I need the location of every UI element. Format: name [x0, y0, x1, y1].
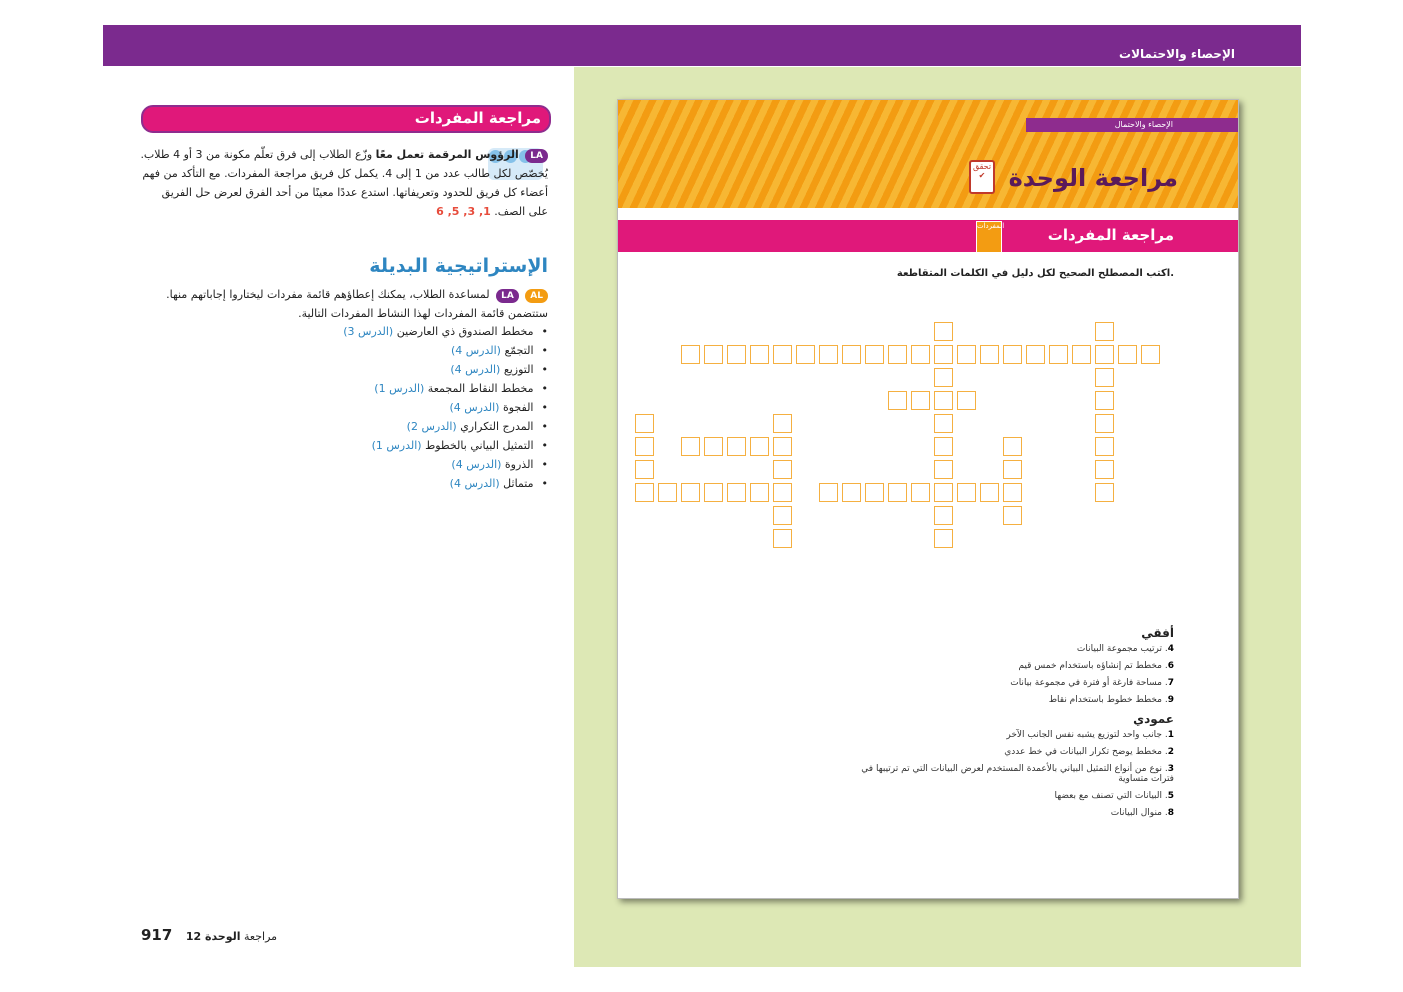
crossword-cell [865, 345, 884, 364]
crossword-cell [934, 483, 953, 502]
crossword-cell [635, 460, 654, 479]
activity-paragraph [140, 145, 548, 221]
crossword-cell [1003, 506, 1022, 525]
down-heading: عمودي [1133, 712, 1174, 726]
list-item: •التمثيل البياني بالخطوط (الدرس 1) [371, 439, 548, 452]
crossword-cell [934, 506, 953, 525]
crossword-cell [934, 345, 953, 364]
list-item: •المدرج التكراري (الدرس 2) [406, 420, 548, 433]
crossword-cell [865, 483, 884, 502]
strategy-paragraph [140, 285, 548, 323]
left-vocab-title: مراجعة المفردات [414, 109, 541, 127]
crossword-cell [1003, 437, 1022, 456]
clues [854, 620, 1174, 825]
crossword-cell [888, 345, 907, 364]
crossword-cell [773, 460, 792, 479]
page-number: 917 [141, 926, 173, 944]
vocab-bar [618, 220, 1238, 252]
clue-across-6: 6. مخطط تم إنشاؤه باستخدام خمس قيم [1018, 661, 1174, 671]
strategy-title: الإستراتيجية البديلة [369, 255, 548, 277]
clue-down-5: 5. البيانات التي تصنف مع بعضها [1054, 791, 1174, 801]
left-vocab-header [141, 105, 551, 133]
crossword-cell [773, 437, 792, 456]
crossword-cell [842, 345, 861, 364]
crossword-cell [773, 506, 792, 525]
crossword-cell [888, 483, 907, 502]
footer-unit: الوحدة 12 [185, 930, 241, 943]
crossword-cell [1095, 414, 1114, 433]
crossword-cell [819, 483, 838, 502]
banner-small: الإحصاء والاحتمال [1026, 118, 1238, 132]
crossword-cell [980, 483, 999, 502]
strategy-text: لمساعدة الطلاب، يمكنك إعطاؤهم قائمة مفردات ليختاروا إجاباتهم منها. ستتضمن قائمة المفردات لهذا النشاط المفردات التالية. [166, 288, 548, 320]
crossword-cell [1141, 345, 1160, 364]
crossword-cell [911, 391, 930, 410]
clue-down-3: 3. نوع من أنواع التمثيل البياني بالأعمدة المستخدم لعرض البيانات التي تم ترتيبها في فترات متساوية [861, 764, 1174, 784]
crossword-cell [934, 322, 953, 341]
crossword-cell [1095, 437, 1114, 456]
crossword-cell [934, 391, 953, 410]
crossword-cell [704, 345, 723, 364]
crossword-cell [635, 414, 654, 433]
crossword-cell [681, 437, 700, 456]
crossword-cell [1095, 368, 1114, 387]
crossword-cell [750, 483, 769, 502]
list-item: •مخطط النقاط المجمعة (الدرس 1) [374, 382, 548, 395]
header-title: الإحصاء والاحتمالات [1119, 47, 1235, 61]
crossword-cell [934, 529, 953, 548]
crossword-cell [727, 437, 746, 456]
crossword-cell [1095, 322, 1114, 341]
list-item: •مخطط الصندوق ذي العارضين (الدرس 3) [343, 325, 548, 338]
crossword-cell [934, 368, 953, 387]
crossword-cell [1026, 345, 1045, 364]
crossword-cell [1072, 345, 1091, 364]
crossword-cell [842, 483, 861, 502]
crossword-cell [773, 483, 792, 502]
header-bar [103, 25, 1301, 66]
crossword-cell [934, 414, 953, 433]
footer [141, 926, 277, 944]
footer-label: مراجعة [244, 930, 278, 943]
instruction: اكتب المصطلح الصحيح لكل دليل في الكلمات المتقاطعة. [896, 268, 1174, 279]
list-item: •الذروة (الدرس 4) [451, 458, 548, 471]
activity-text: وزّع الطلاب إلى فرق تعلّم مكونة من 3 أو 4 طلاب. يُخصّص لكل طالب عدد من 1 إلى 4. يكمل كل فريق مراجعة المفردات. مع التأكد من فهم أعضاء كل فريق للحدود وتعريفاتها. استدع عددًا معينًا من أحد الفرق لعرض حل الفريق على الصف. [140, 148, 548, 218]
vocabulary-icon: المفردات [976, 221, 1002, 253]
crossword-cell [1095, 345, 1114, 364]
crossword-cell [658, 483, 677, 502]
crossword-cell [1118, 345, 1137, 364]
crossword-cell [773, 414, 792, 433]
crossword-cell [957, 483, 976, 502]
crossword-cell [796, 345, 815, 364]
crossword-cell [681, 345, 700, 364]
activity-title: الرؤوس المرقمة تعمل معًا [375, 148, 519, 161]
crossword-cell [727, 345, 746, 364]
crossword-cell [1003, 483, 1022, 502]
crossword-cell [1095, 391, 1114, 410]
crossword-cell [1049, 345, 1068, 364]
crossword-cell [750, 345, 769, 364]
crossword-cell [1095, 483, 1114, 502]
crossword-cell [1003, 345, 1022, 364]
clue-down-1: 1. جانب واحد لتوزيع يشبه نفس الجانب الآخر [1006, 730, 1174, 740]
crossword-cell [1095, 460, 1114, 479]
clue-across-9: 9. مخطط خطوط باستخدام نقاط [1048, 695, 1174, 705]
clue-across-7: 7. مساحة فارغة أو فترة في مجموعة بيانات [1010, 678, 1174, 688]
clue-down-8: 8. منوال البيانات [1110, 808, 1174, 818]
banner-title: مراجعة الوحدة [1008, 164, 1178, 192]
crossword-cell [635, 437, 654, 456]
vocab-list [248, 325, 548, 496]
crossword-cell [957, 345, 976, 364]
crossword-cell [934, 460, 953, 479]
list-item: •متماثل (الدرس 4) [449, 477, 548, 490]
crossword-cell [704, 483, 723, 502]
crossword-cell [819, 345, 838, 364]
unit-banner [618, 100, 1238, 208]
crossword-cell [934, 437, 953, 456]
clue-across-4: 4. ترتيب مجموعة البيانات [1076, 644, 1174, 654]
al-badge: AL [525, 289, 548, 303]
crossword-cell [773, 345, 792, 364]
crossword-cell [980, 345, 999, 364]
crossword-cell [727, 483, 746, 502]
clue-down-2: 2. مخطط يوضح تكرار البيانات في خط عددي [1004, 747, 1174, 757]
la-badge-2: LA [496, 289, 519, 303]
list-item: •الفجوة (الدرس 4) [449, 401, 548, 414]
check-icon: تحقق ✔ [969, 160, 995, 194]
list-item: •التجمّع (الدرس 4) [450, 344, 548, 357]
crossword-cell [635, 483, 654, 502]
crossword-cell [750, 437, 769, 456]
crossword-cell [681, 483, 700, 502]
list-item: •التوزيع (الدرس 4) [450, 363, 548, 376]
crossword-cell [911, 483, 930, 502]
la-badge: LA [525, 149, 548, 163]
book-page [617, 99, 1239, 899]
crossword-cell [888, 391, 907, 410]
crossword-cell [957, 391, 976, 410]
crossword-cell [1003, 460, 1022, 479]
crossword-cell [911, 345, 930, 364]
activity-refs: 1, 3, 5, 6 [436, 205, 491, 218]
crossword-cell [773, 529, 792, 548]
vocab-bar-title: مراجعة المفردات [1047, 226, 1174, 244]
crossword-cell [704, 437, 723, 456]
across-heading: أفقي [1141, 626, 1174, 640]
